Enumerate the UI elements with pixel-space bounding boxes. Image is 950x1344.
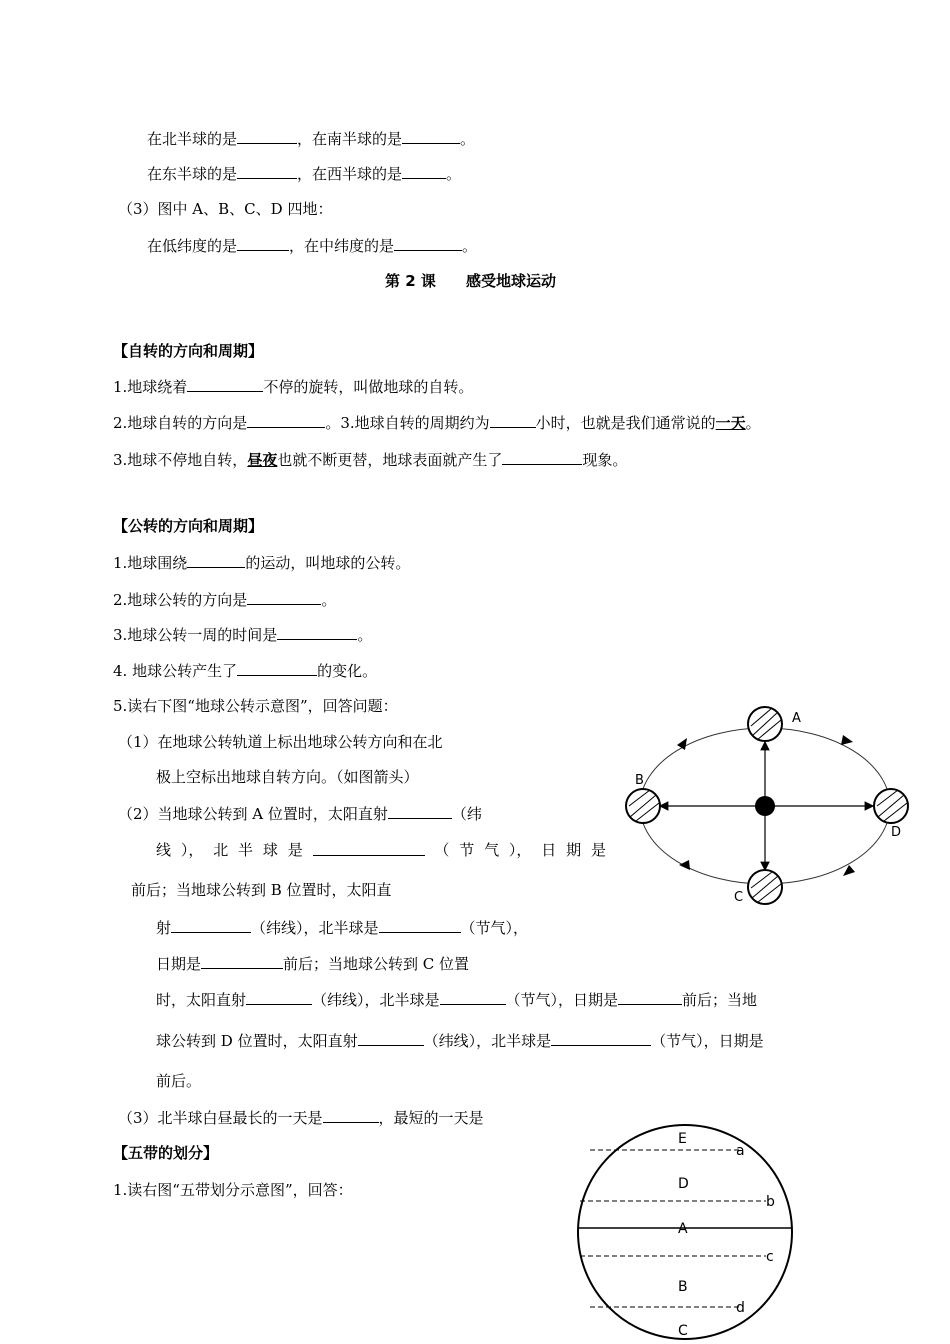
text: 不停的旋转，叫做地球的自转。 — [263, 378, 474, 396]
text: （3）北半球白昼最长的一天是 — [118, 1109, 323, 1127]
text: 气 — [484, 841, 500, 859]
blank-south[interactable] — [402, 128, 460, 144]
zones-q1: 1.读右图“五带划分示意图”，回答： — [113, 1181, 353, 1199]
text: 日期是 — [156, 955, 202, 973]
zone-label-e: E — [678, 1131, 687, 1147]
emphasis-one-day: 一天 — [715, 414, 746, 432]
blank-rotation-direction[interactable] — [247, 412, 325, 428]
part-2-line-7 — [156, 1030, 764, 1051]
text: 前后；当地 — [682, 991, 758, 1009]
part-2-line-6 — [156, 989, 757, 1010]
text: 。 — [446, 165, 462, 183]
direction-arrow — [841, 735, 853, 745]
blank-d-latitude[interactable] — [358, 1030, 424, 1046]
blank-low-lat[interactable] — [237, 235, 289, 251]
text: 3.地球公转一周的时间是 — [113, 626, 278, 644]
text: ，在中纬度的是 — [289, 237, 395, 255]
question-3: （3）图中 A、B、C、D 四地： — [118, 200, 333, 218]
blank-revolution-direction[interactable] — [247, 589, 321, 605]
text: ，在南半球的是 — [297, 130, 403, 148]
line-latitude — [147, 235, 477, 256]
section-revolution-title: 【公转的方向和周期】 — [113, 517, 264, 535]
text: 的运动，叫地球的公转。 — [245, 554, 411, 572]
text: 的变化。 — [317, 662, 378, 680]
part-2-line-2 — [156, 840, 606, 860]
orbit-label-d: D — [891, 825, 902, 840]
revolution-q4 — [113, 660, 377, 681]
section-zones-title: 【五带的划分】 — [113, 1144, 219, 1162]
text: 1.地球围绕 — [113, 554, 188, 572]
text: ）， — [180, 841, 204, 859]
text: 。 — [745, 414, 761, 432]
blank-east[interactable] — [237, 163, 297, 179]
text: （节气）， — [460, 919, 529, 937]
text: 线 — [156, 841, 172, 859]
part-2-line-5 — [156, 953, 469, 974]
zones-diagram — [570, 1120, 800, 1344]
line-north-south — [147, 128, 475, 149]
text: ，在西半球的是 — [297, 165, 403, 183]
orbit-label-a: A — [792, 711, 801, 726]
rotation-q2 — [113, 412, 761, 433]
text: 。 — [460, 130, 476, 148]
blank-c-latitude[interactable] — [246, 989, 312, 1005]
text: 。 — [321, 591, 337, 609]
line-label-b: b — [766, 1194, 775, 1210]
earth-a — [748, 707, 782, 741]
blank-d-solar-term[interactable] — [551, 1030, 651, 1046]
section-rotation-title: 【自转的方向和周期】 — [113, 342, 264, 360]
sun — [755, 796, 775, 816]
lesson-number: 第 2 课 — [385, 272, 436, 290]
blank-center[interactable] — [187, 552, 245, 568]
part-3-line — [118, 1107, 484, 1128]
zone-label-c: C — [678, 1323, 688, 1339]
revolution-q1 — [113, 552, 410, 573]
text: （纬线），北半球是 — [312, 991, 440, 1009]
revolution-q3 — [113, 624, 372, 645]
emphasis-day-night: 昼夜 — [247, 451, 278, 469]
text: （节气），日期是 — [651, 1032, 764, 1050]
text: （2）当地球公转到 A 位置时，太阳直射 — [118, 805, 388, 823]
text: 球 — [262, 841, 278, 859]
part-2-line-4 — [156, 917, 528, 938]
line-east-west — [147, 163, 461, 184]
rotation-q1 — [113, 376, 473, 397]
direction-arrow — [843, 865, 855, 876]
earth-b — [626, 789, 660, 823]
text: 在北半球的是 — [147, 130, 238, 148]
blank-rotation-period[interactable] — [490, 412, 536, 428]
text: 3.地球不停地自转， — [113, 451, 248, 469]
earth-c — [748, 870, 782, 904]
part-2-line-8: 前后。 — [156, 1072, 202, 1090]
revolution-q5: 5.读右下图“地球公转示意图”，回答问题： — [113, 697, 398, 715]
text: （纬线），北半球是 — [423, 1032, 552, 1050]
text: 4. 地球公转产生了 — [113, 662, 238, 680]
text: 也就不断更替，地球表面就产生了 — [277, 451, 503, 469]
text: 1.地球绕着 — [113, 378, 188, 396]
blank-b-latitude[interactable] — [171, 917, 251, 933]
blank-c-solar-term[interactable] — [440, 989, 506, 1005]
text: 北 — [213, 841, 229, 859]
part-2-line-1 — [118, 803, 482, 824]
text: 在东半球的是 — [147, 165, 238, 183]
line-label-c: c — [766, 1249, 774, 1265]
text: 日 — [541, 841, 557, 859]
text: （纬 — [451, 805, 482, 823]
blank-longest-day[interactable] — [323, 1107, 379, 1123]
lesson-title: 感受地球运动 — [466, 272, 557, 290]
text: 。 — [462, 237, 478, 255]
text: 前后；当地球公转到 C 位置 — [283, 955, 470, 973]
blank-c-date[interactable] — [618, 989, 682, 1005]
blank-a-latitude[interactable] — [388, 803, 452, 819]
text: 。3.地球自转的周期约为 — [325, 414, 490, 432]
text: （节气），日期是 — [505, 991, 619, 1009]
orbit-label-c: C — [734, 890, 744, 905]
line-label-d: d — [736, 1300, 745, 1316]
text: 是 — [590, 841, 606, 859]
blank-axis[interactable] — [187, 376, 263, 392]
part-1-line-1: （1）在地球公转轨道上标出地球公转方向和在北 — [118, 733, 443, 751]
blank-mid-lat[interactable] — [394, 235, 462, 251]
text: 时，太阳直射 — [156, 991, 247, 1009]
direction-arrow — [679, 860, 690, 870]
text: ，最短的一天是 — [378, 1109, 484, 1127]
text: （ — [434, 841, 450, 859]
blank-west[interactable] — [402, 163, 446, 179]
text: 2.地球公转的方向是 — [113, 591, 248, 609]
text: （纬线），北半球是 — [251, 919, 379, 937]
blank-b-solar-term[interactable] — [379, 917, 461, 933]
blank-a-solar-term[interactable] — [313, 840, 425, 856]
text: 小时，也就是我们通常说的 — [535, 414, 716, 432]
zone-label-d: D — [678, 1176, 689, 1192]
text: 球公转到 D 位置时，太阳直射 — [156, 1032, 358, 1050]
orbit-label-b: B — [635, 773, 644, 788]
blank-revolution-period[interactable] — [277, 624, 357, 640]
earth-d — [874, 789, 908, 823]
blank-change[interactable] — [237, 660, 317, 676]
blank-north[interactable] — [237, 128, 297, 144]
revolution-q2 — [113, 589, 336, 610]
text: 2.地球自转的方向是 — [113, 414, 248, 432]
text: ）， — [508, 841, 532, 859]
line-label-a: a — [736, 1143, 745, 1159]
text: 是 — [287, 841, 303, 859]
text: 在低纬度的是 — [147, 237, 238, 255]
part-2-line-3: 前后；当地球公转到 B 位置时，太阳直 — [131, 881, 392, 899]
zone-label-b: B — [678, 1279, 688, 1295]
text: 半 — [238, 841, 254, 859]
text: 期 — [566, 841, 582, 859]
text: 节 — [459, 841, 475, 859]
zone-label-a: A — [678, 1221, 688, 1237]
blank-b-date[interactable] — [201, 953, 283, 969]
part-1-line-2: 极上空标出地球自转方向。（如图箭头） — [156, 768, 419, 786]
blank-phenomenon[interactable] — [502, 449, 582, 465]
text: 射 — [156, 919, 172, 937]
orbit-diagram — [615, 700, 915, 910]
text: 现象。 — [582, 451, 628, 469]
text: 。 — [357, 626, 373, 644]
rotation-q3 — [113, 449, 627, 470]
